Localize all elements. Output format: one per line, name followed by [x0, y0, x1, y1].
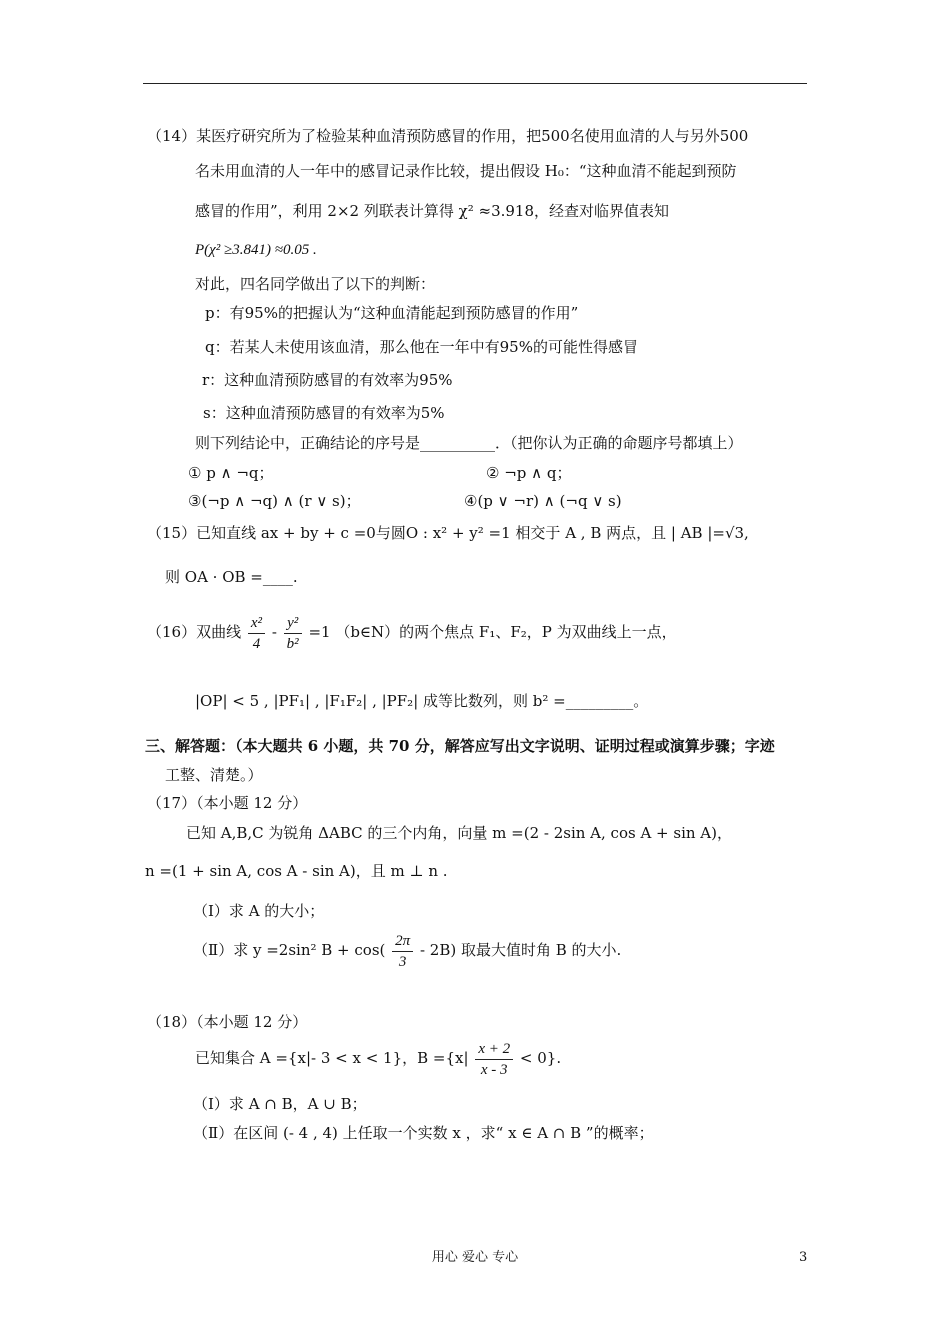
q18-line1-suffix: < 0}.: [519, 1049, 562, 1067]
q18-part2: （Ⅱ）在区间 (- 4 , 4) 上任取一个实数 x ，求“ x ∈ A ∩ B ”的概率；: [193, 1124, 654, 1142]
q18-line1: [195, 1036, 561, 1080]
q16-rest: =1 （b∈N）的两个焦点 F₁、F₂，P 为双曲线上一点，: [308, 623, 677, 641]
q17-title: （17）（本小题 12 分）: [147, 794, 308, 812]
q18-frac-num: x + 2: [475, 1039, 513, 1060]
q16-line2: |OP| < 5 , |PF₁| , |F₁F₂| , |PF₂| 成等比数列，则 b² =_________。: [195, 692, 649, 710]
q16-line1: （16）双曲线 $\frac{\text{x²}}{4}$ - $\frac{\text{y²}}{\text{b²}}$ =1 （b∈N）的两个焦点 F₁、F₂，P 为双曲线上一点，: [147, 614, 677, 652]
header-rule: [143, 83, 807, 84]
q14-statement-r: r：这种血清预防感冒的有效率为95%: [202, 371, 453, 389]
section3-line2: 工整、清楚。）: [165, 766, 263, 784]
q17-line2: n =(1 + sin A, cos A - sin A)，且 m ⊥ n .: [145, 862, 448, 880]
q18-line1-prefix: 已知集合 A ={x|- 3 < x < 1}，B ={x|: [195, 1049, 469, 1067]
q14-line2: 名未用血清的人一年中的感冒记录作比较，提出假设 H₀：“这种血清不能起到预防: [195, 162, 737, 180]
q14-statement-q: q：若某人未使用该血清，那么他在一年中有95%的可能性得感冒: [205, 338, 638, 356]
q16-fraction-y: [284, 613, 302, 654]
q14-option-3: ③(¬p ∧ ¬q) ∧ (r ∨ s)；: [188, 492, 361, 510]
q14-option-1: ① p ∧ ¬q；: [188, 464, 274, 482]
page-number: 3: [799, 1250, 808, 1265]
q14-line1: （14）某医疗研究所为了检验某种血清预防感冒的作用，把500名使用血清的人与另外500: [147, 127, 749, 145]
q18-frac-den: x - 3: [480, 1061, 508, 1078]
q14-statement-s: s：这种血清预防感冒的有效率为5%: [203, 404, 445, 422]
q14-line5: 对此，四名同学做出了以下的判断：: [195, 275, 436, 293]
q17-part2-suffix: - 2B) 取最大值时角 B 的大小.: [419, 941, 622, 959]
section3-line1: 三、解答题：（本大题共 6 小题，共 70 分，解答应写出文字说明、证明过程或演算步骤；字迹: [145, 737, 775, 755]
q14-option-4: ④(p ∨ ¬r) ∧ (¬q ∨ s): [464, 492, 622, 510]
q17-part1: （Ⅰ）求 A 的大小；: [193, 902, 325, 920]
q14-ask: 则下列结论中，正确结论的序号是__________．（把你认为正确的命题序号都填上）: [195, 434, 743, 452]
q16-frac-den: 4: [252, 635, 261, 652]
q17-part2: [193, 928, 621, 972]
q16-fraction-x: [248, 613, 265, 654]
q17-line1: 已知 A,B,C 为锐角 ΔABC 的三个内角，向量 m =(2 - 2sin A, cos A + sin A)，: [186, 824, 732, 842]
q16-frac2-den: b²: [286, 635, 299, 652]
page-footer: 用心 爱心 专心: [431, 1250, 519, 1265]
q15-line2: 则 OA · OB =____.: [165, 568, 298, 586]
q16-prefix: （16）双曲线: [147, 623, 242, 641]
q17-fraction: [392, 931, 413, 972]
q16-frac2-num: y²: [284, 613, 302, 634]
q15-line1: （15）已知直线 ax + by + c =0与圆O : x² + y² =1 相交于 A , B 两点，且 | AB |=√3,: [147, 524, 749, 542]
q16-frac-num: x²: [248, 613, 265, 634]
q14-statement-p: p：有95%的把握认为“这种血清能起到预防感冒的作用”: [205, 304, 579, 322]
q14-line4: P(χ² ≥3.841) ≈0.05 .: [195, 242, 317, 258]
q18-part1: （Ⅰ）求 A ∩ B，A ∪ B；: [193, 1095, 367, 1113]
q18-fraction: [475, 1039, 513, 1080]
q17-frac-den: 3: [398, 953, 407, 970]
q14-line3: 感冒的作用”，利用 2×2 列联表计算得 χ² ≈3.918，经查对临界值表知: [195, 202, 670, 220]
q18-title: （18）（本小题 12 分）: [147, 1013, 308, 1031]
q17-part2-prefix: （Ⅱ）求 y =2sin² B + cos(: [193, 941, 386, 959]
q17-frac-num: 2π: [392, 931, 413, 952]
q14-option-2: ② ¬p ∧ q；: [486, 464, 572, 482]
